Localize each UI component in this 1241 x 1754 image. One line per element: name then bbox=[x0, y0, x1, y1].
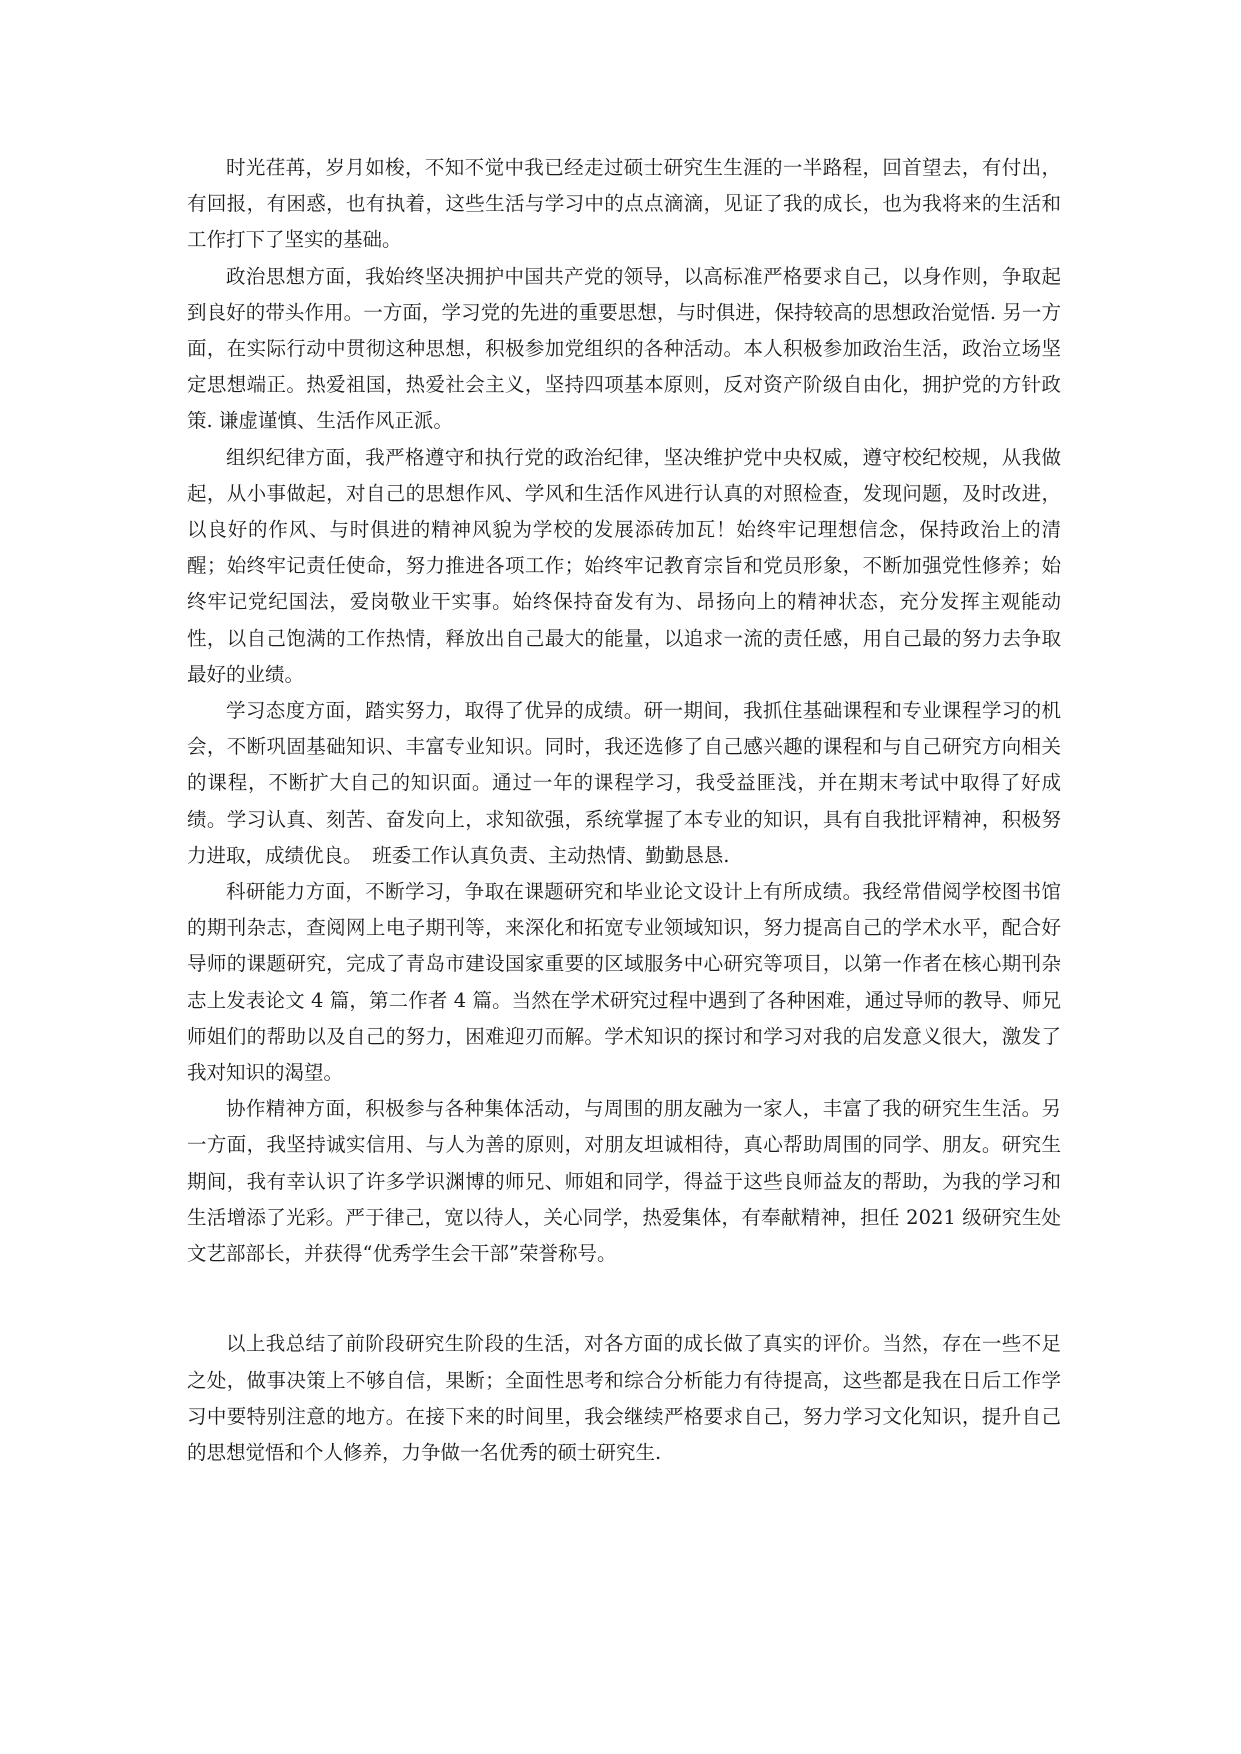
paragraph-political-thought: 政治思想方面，我始终坚决拥护中国共产党的领导，以高标准严格要求自己，以身作则，争取起到良好的带头作用。一方面，学习党的先进的重要思想，与时俱进，保持较高的思想政治觉悟. 另一方面，在实际行动中贯彻这种思想，积极参加党组织的各种活动。本人积极参加政治生活，政治立场坚定思想端正。热爱祖国，热爱社会主义，坚持四项基本原则，反对资产阶级自由化，拥护党的方针政策. 谦虚谨慎、生活作风正派。 bbox=[187, 264, 1061, 433]
paragraph-spacer bbox=[187, 1272, 1061, 1326]
paragraph-teamwork: 协作精神方面，积极参与各种集体活动，与周围的朋友融为一家人，丰富了我的研究生生活。另一方面，我坚持诚实信用、与人为善的原则，对朋友坦诚相待，真心帮助周围的同学、朋友。研究生期间，我有幸认识了许多学识渊博的师兄、师姐和同学，得益于这些良师益友的帮助，为我的学习和生活增添了光彩。严于律己，宽以待人，关心同学，热爱集体，有奉献精神，担任 2021 级研究生处文艺部部长，并获得“优秀学生会干部”荣誉称号。 bbox=[187, 1097, 1061, 1266]
paragraph-study-attitude: 学习态度方面，踏实努力，取得了优异的成绩。研一期间，我抓住基础课程和专业课程学习的机会，不断巩固基础知识、丰富专业知识。同时，我还选修了自己感兴趣的课程和与自己研究方向相关的课程，不断扩大自己的知识面。通过一年的课程学习，我受益匪浅，并在期末考试中取得了好成绩。学习认真、刻苦、奋发向上，求知欲强，系统掌握了本专业的知识，具有自我批评精神，积极努力进取，成绩优良。 班委工作认真负责、主动热情、勤勤恳恳. bbox=[187, 699, 1061, 867]
paragraph-intro: 时光荏苒，岁月如梭，不知不觉中我已经走过硕士研究生生涯的一半路程，回首望去，有付出，有回报，有困惑，也有执着，这些生活与学习中的点点滴滴，见证了我的成长，也为我将来的生活和工作打下了坚实的基础。 bbox=[187, 156, 1061, 252]
paragraph-research-ability: 科研能力方面，不断学习，争取在课题研究和毕业论文设计上有所成绩。我经常借阅学校图书馆的期刊杂志，查阅网上电子期刊等，来深化和拓宽专业领域知识，努力提高自己的学术水平，配合好导师的课题研究，完成了青岛市建设国家重要的区域服务中心研究等项目，以第一作者在核心期刊杂志上发表论文 4 篇，第二作者 4 篇。当然在学术研究过程中遇到了各种困难，通过导师的教导、师兄师姐们的帮助以及自己的努力，困难迎刃而解。学术知识的探讨和学习对我的启发意义很大，激发了我对知识的渴望。 bbox=[187, 880, 1061, 1085]
document-body bbox=[187, 150, 1061, 1471]
paragraph-discipline: 组织纪律方面，我严格遵守和执行党的政治纪律，坚决维护党中央权威，遵守校纪校规，从我做起，从小事做起，对自己的思想作风、学风和生活作风进行认真的对照检查，发现问题，及时改进，以良好的作风、与时俱进的精神风貌为学校的发展添砖加瓦！始终牢记理想信念，保持政治上的清醒；始终牢记责任使命，努力推进各项工作；始终牢记教育宗旨和党员形象，不断加强党性修养；始终牢记党纪国法，爱岗敬业干实事。始终保持奋发有为、昂扬向上的精神状态，充分发挥主观能动性，以自己饱满的工作热情，释放出自己最大的能量，以追求一流的责任感，用自己最的努力去争取最好的业绩。 bbox=[187, 445, 1061, 686]
paragraph-closing: 以上我总结了前阶段研究生阶段的生活，对各方面的成长做了真实的评价。当然，存在一些不足之处，做事决策上不够自信，果断；全面性思考和综合分析能力有待提高，这些都是我在日后工作学习中要特别注意的地方。在接下来的时间里，我会继续严格要求自己，努力学习文化知识，提升自己的思想觉悟和个人修养，力争做一名优秀的硕士研究生. bbox=[187, 1332, 1061, 1464]
